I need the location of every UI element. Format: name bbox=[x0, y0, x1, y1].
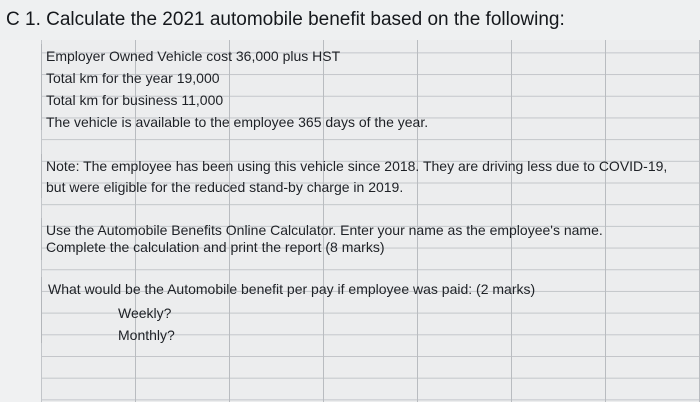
question-title: C 1. Calculate the 2021 automobile benefit based on the following: bbox=[6, 9, 565, 30]
instruction-line-1[interactable]: Use the Automobile Benefits Online Calculator. Enter your name as the employee's name. bbox=[46, 222, 603, 238]
instructions-block bbox=[41, 218, 42, 260]
pay-period-weekly[interactable]: Weekly? bbox=[118, 305, 172, 321]
fact-total-km[interactable]: Total km for the year 19,000 bbox=[46, 70, 220, 86]
note-line-2[interactable]: but were eligible for the reduced stand-by charge in 2019. bbox=[46, 179, 404, 195]
instruction-line-2[interactable]: Complete the calculation and print the report (8 marks) bbox=[46, 239, 385, 255]
fact-vehicle-cost[interactable]: Employer Owned Vehicle cost 36,000 plus HST bbox=[46, 48, 341, 64]
fact-availability[interactable]: The vehicle is available to the employee 365 days of the year. bbox=[46, 114, 429, 130]
note-line-1[interactable]: Note: The employee has been using this vehicle since 2018. They are driving less due to COVID-19, bbox=[46, 158, 668, 174]
benefit-question[interactable]: What would be the Automobile benefit per pay if employee was paid: (2 marks) bbox=[48, 281, 536, 297]
question-block bbox=[41, 277, 42, 343]
facts-block bbox=[41, 44, 42, 130]
column-a bbox=[0, 0, 42, 402]
pay-period-monthly[interactable]: Monthly? bbox=[118, 327, 175, 343]
fact-business-km[interactable]: Total km for business 11,000 bbox=[46, 92, 224, 108]
note-block bbox=[41, 154, 42, 198]
